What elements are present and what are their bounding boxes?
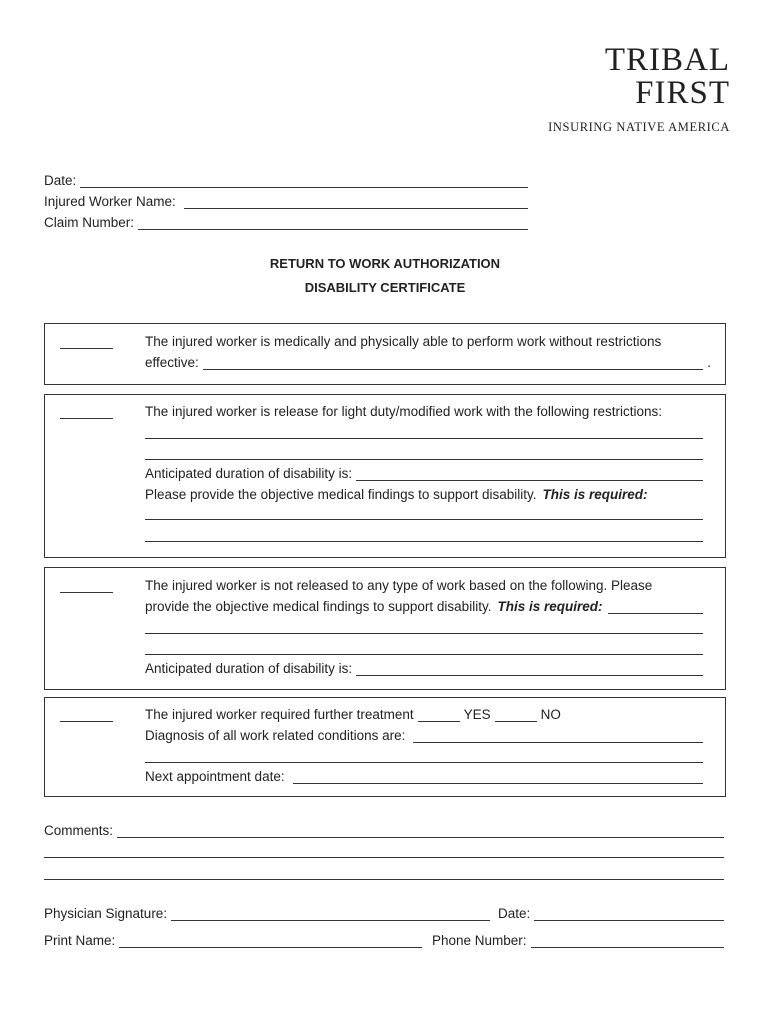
phone-number-label: Phone Number: <box>432 933 527 948</box>
effective-label: effective: <box>145 355 199 370</box>
treatment-yes-label: YES <box>463 707 491 722</box>
injured-worker-label: Injured Worker Name: <box>44 194 176 209</box>
injured-worker-input-line[interactable] <box>184 196 528 209</box>
phone-number-row <box>432 933 724 948</box>
physician-signature-label: Physician Signature: <box>44 906 168 921</box>
date-field-row <box>44 173 528 188</box>
effective-row <box>145 355 711 370</box>
date-input-line[interactable] <box>80 175 528 188</box>
signature-date-label: Date: <box>498 906 531 921</box>
form-title: RETURN TO WORK AUTHORIZATION <box>269 256 501 271</box>
full-duty-check-line[interactable] <box>60 348 113 349</box>
physician-signature-row <box>44 906 490 921</box>
tribal-first-logo <box>548 44 730 135</box>
diagnosis-input-line[interactable] <box>413 730 703 743</box>
no-work-line-2[interactable] <box>145 654 703 655</box>
print-name-label: Print Name: <box>44 933 116 948</box>
comments-input-line-2[interactable] <box>44 857 724 858</box>
diagnosis-line-2[interactable] <box>145 762 703 763</box>
no-work-duration-row <box>145 661 703 676</box>
print-name-input-line[interactable] <box>119 935 422 948</box>
treatment-yes-input-line[interactable] <box>418 709 460 722</box>
claim-field-row <box>44 215 528 230</box>
no-work-text-1: The injured worker is not released to any type of work based on the following. Please <box>145 578 653 593</box>
phone-number-input-line[interactable] <box>531 935 724 948</box>
physician-signature-input-line[interactable] <box>171 908 490 921</box>
treatment-no-label: NO <box>540 707 561 722</box>
no-work-duration-label: Anticipated duration of disability is: <box>145 661 353 676</box>
comments-row <box>44 823 724 838</box>
claim-number-input-line[interactable] <box>138 217 528 230</box>
section-full-duty-box <box>44 323 726 385</box>
logo-tagline: INSURING NATIVE AMERICA <box>548 120 730 134</box>
effective-input-line[interactable] <box>203 357 703 370</box>
worker-field-row <box>44 194 528 209</box>
appointment-label: Next appointment date: <box>145 769 285 784</box>
appointment-row <box>145 769 703 784</box>
diagnosis-label: Diagnosis of all work related conditions are: <box>145 728 406 743</box>
light-duty-check-line[interactable] <box>60 418 113 419</box>
light-duty-findings-row <box>145 487 648 502</box>
full-duty-text: The injured worker is medically and physically able to perform work without restrictions <box>145 334 662 349</box>
treatment-row <box>145 707 561 722</box>
effective-period: . <box>707 355 711 370</box>
logo-line-2: FIRST <box>635 75 730 111</box>
light-duty-text: The injured worker is release for light duty/modified work with the following restrictions: <box>145 404 662 419</box>
diagnosis-row <box>145 728 703 743</box>
print-name-row <box>44 933 422 948</box>
light-duty-duration-input-line[interactable] <box>356 468 703 481</box>
light-duty-duration-label: Anticipated duration of disability is: <box>145 466 353 481</box>
treatment-check-line[interactable] <box>60 721 113 722</box>
no-work-text-2: provide the objective medical findings to support disability. <box>145 599 492 614</box>
claim-number-label: Claim Number: <box>44 215 135 230</box>
comments-input-line-3[interactable] <box>44 879 724 880</box>
light-duty-duration-row <box>145 466 703 481</box>
no-work-required-note: This is required: <box>497 599 603 614</box>
light-duty-required-note: This is required: <box>542 487 648 502</box>
findings-line-2[interactable] <box>145 541 703 542</box>
no-work-findings-row <box>145 599 703 614</box>
treatment-no-input-line[interactable] <box>495 709 537 722</box>
comments-label: Comments: <box>44 823 114 838</box>
signature-date-input-line[interactable] <box>534 908 724 921</box>
date-label: Date: <box>44 173 77 188</box>
findings-line-1[interactable] <box>145 519 703 520</box>
no-work-line-1[interactable] <box>145 633 703 634</box>
treatment-label: The injured worker required further treatment <box>145 707 414 722</box>
no-work-duration-input-line[interactable] <box>356 663 703 676</box>
appointment-input-line[interactable] <box>293 771 703 784</box>
no-work-check-line[interactable] <box>60 592 113 593</box>
signature-date-row <box>498 906 724 921</box>
logo-line-1: TRIBAL <box>604 42 730 78</box>
restrictions-line-1[interactable] <box>145 438 703 439</box>
form-subtitle: DISABILITY CERTIFICATE <box>304 280 466 295</box>
restrictions-line-2[interactable] <box>145 459 703 460</box>
no-work-findings-input-line[interactable] <box>608 601 703 614</box>
light-duty-findings-text: Please provide the objective medical findings to support disability. <box>145 487 537 502</box>
comments-input-line-1[interactable] <box>117 825 724 838</box>
